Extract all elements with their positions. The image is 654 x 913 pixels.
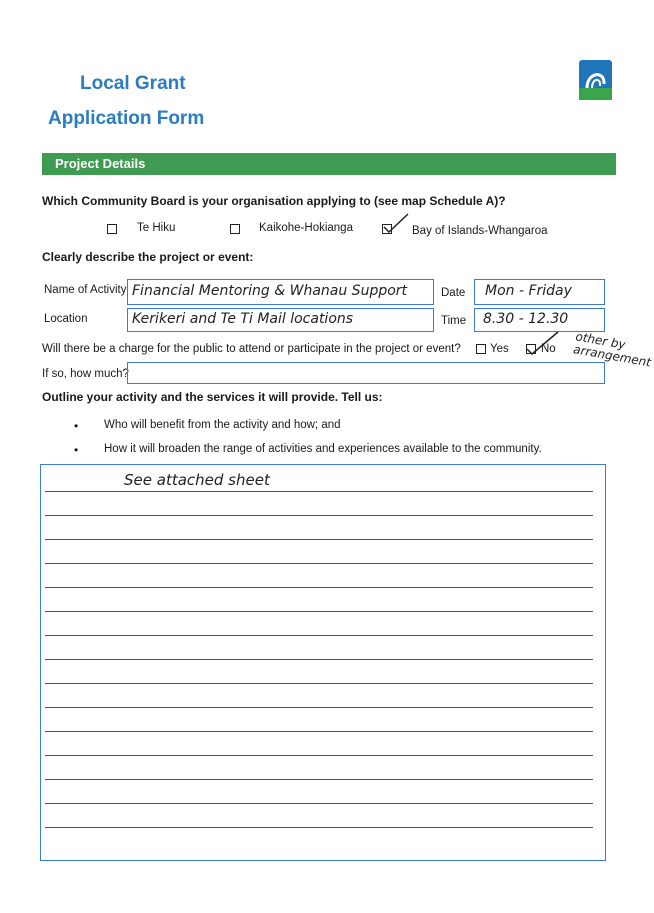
describe-prompt: Clearly describe the project or event: xyxy=(42,250,254,264)
bullet-icon: • xyxy=(74,443,79,457)
outline-bullet-2: How it will broaden the range of activities and experiences available to the community. xyxy=(104,443,542,455)
form-title-line2: Application Form xyxy=(48,108,205,129)
ruled-line xyxy=(45,659,593,660)
ruled-line xyxy=(45,755,593,756)
time-label: Time xyxy=(441,315,467,327)
location-value: Kerikeri and Te Ti Mail locations xyxy=(132,311,354,327)
location-label: Location xyxy=(44,313,88,325)
ruled-line xyxy=(45,707,593,708)
activity-field[interactable] xyxy=(127,279,434,305)
kaikohe-hokianga-label: Kaikohe-Hokianga xyxy=(259,222,353,234)
te-hiku-checkbox[interactable] xyxy=(107,224,117,234)
ruled-line xyxy=(45,683,593,684)
charge-yes-label: Yes xyxy=(490,343,509,355)
outline-answer-text: See attached sheet xyxy=(124,471,270,489)
date-label: Date xyxy=(441,287,466,299)
ruled-line xyxy=(45,635,593,636)
ruled-line xyxy=(45,803,593,804)
board-question: Which Community Board is your organisation applying to (see map Schedule A)? xyxy=(42,194,506,208)
outline-heading: Outline your activity and the services it will provide. Tell us: xyxy=(42,390,383,404)
ruled-line xyxy=(45,491,593,492)
section-title: Project Details xyxy=(55,156,146,171)
charge-question: Will there be a charge for the public to attend or participate in the project or event? xyxy=(42,343,461,355)
ruled-line xyxy=(45,539,593,540)
time-field[interactable] xyxy=(474,308,605,332)
activity-value: Financial Mentoring & Whanau Support xyxy=(132,283,408,299)
ruled-line xyxy=(45,611,593,612)
how-much-label: If so, how much? xyxy=(42,368,129,380)
council-logo-icon xyxy=(579,60,612,100)
bay-of-islands-label: Bay of Islands-Whangaroa xyxy=(412,225,548,237)
kaikohe-hokianga-checkbox[interactable] xyxy=(230,224,240,234)
ruled-line xyxy=(45,731,593,732)
project-details-section-header xyxy=(42,153,616,175)
form-title-line1: Local Grant xyxy=(80,73,186,94)
time-value: 8.30 - 12.30 xyxy=(483,311,569,327)
check-mark-icon xyxy=(380,212,410,234)
charge-yes-checkbox[interactable] xyxy=(476,344,486,354)
date-value: Mon - Friday xyxy=(485,283,572,299)
ruled-line xyxy=(45,827,593,828)
activity-label: Name of Activity xyxy=(44,284,127,296)
outline-answer-box[interactable] xyxy=(40,464,606,861)
how-much-field[interactable] xyxy=(127,362,605,384)
ruled-line xyxy=(45,515,593,516)
ruled-line xyxy=(45,563,593,564)
ruled-line xyxy=(45,587,593,588)
ruled-line xyxy=(45,779,593,780)
te-hiku-label: Te Hiku xyxy=(137,222,176,234)
location-field[interactable] xyxy=(127,308,434,332)
outline-bullet-1: Who will benefit from the activity and how; and xyxy=(104,419,341,431)
bullet-icon: • xyxy=(74,419,79,433)
date-field[interactable] xyxy=(474,279,605,305)
margin-note: other by arrangement xyxy=(572,329,653,370)
charge-no-label: No xyxy=(541,343,556,355)
